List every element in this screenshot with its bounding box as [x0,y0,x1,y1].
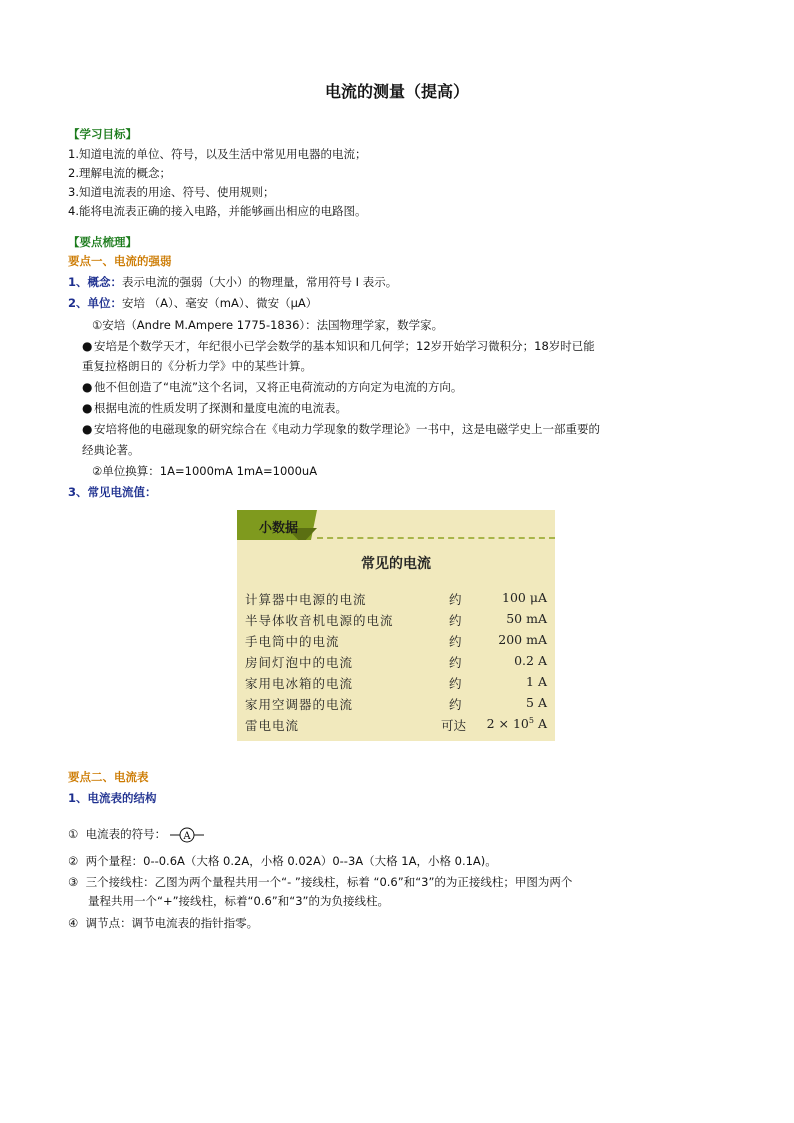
structure-continuation: 量程共用一个“+”接线柱，标着“0.6”和“3”的为负接线柱。 [88,894,389,908]
bullet-item: ● 他不但创造了“电流”这个名词，又将正电荷流动的方向定为电流的方向。 [82,377,462,397]
svg-text:A: A [183,830,191,842]
bullet-icon: ● [82,422,93,436]
ammeter-symbol-icon [170,825,210,845]
point1-title: 要点一、电流的强弱 [68,254,172,268]
goal-item: 4.能将电流表正确的接入电路，并能够画出相应的电路图。 [68,204,367,218]
concept-text: 表示电流的强弱（大小）的物理量，常用符号 I 表示。 [122,275,398,289]
bullet-icon: ● [82,339,93,353]
table-row: 雷电电流 可达 $2 \times 10^5$ A [245,716,547,733]
common-current-label: 3、常见电流值： [68,485,157,499]
bullet-icon: ● [82,380,93,394]
table-row: 家用电冰箱的电流 约 1 A [245,674,547,691]
table-heading: 常见的电流 [361,556,431,572]
unit-text: 安培 （A）、毫安（mA）、微安（μA） [122,296,318,310]
bullet-continuation: 重复拉格朗日的《分析力学》中的某些计算。 [82,359,312,373]
structure-item: ④ 调节点：调节电流表的指针指零。 [68,916,259,930]
bullet-item: ● 安培将他的电磁现象的研究综合在《电动力学现象的数学理论》一书中，这是电磁学史上一部重要的 [82,419,600,439]
page-title: 电流的测量（提高） [324,82,469,101]
structure-item: ② 两个量程：0--0.6A（大格 0.2A，小格 0.02A）0--3A（大格 1A，小格 0.1A)。 [68,854,497,868]
goal-item: 2.理解电流的概念； [68,166,171,180]
unit-conversion: ②单位换算：1A=1000mA 1mA=1000uA [92,464,318,478]
bullet-item: ● 安培是个数学天才，年纪很小已学会数学的基本知识和几何学；12岁开始学习微积分；18岁时已能 [82,336,595,356]
bullet-icon: ● [82,401,93,415]
table-row: 半导体收音机电源的电流 约 50 mA [245,611,547,628]
point2-title: 要点二、电流表 [68,770,149,784]
goals-heading: 【学习目标】 [68,127,137,141]
unit-line [68,293,317,313]
table-row: 房间灯泡中的电流 约 0.2 A [245,653,547,670]
table-row: 计算器中电源的电流 约 100 μA [245,590,547,607]
table-row: 家用空调器的电流 约 5 A [245,695,547,712]
structure-item: ① 电流表的符号： A [68,824,210,845]
bullet-continuation: 经典论著。 [82,443,140,457]
dashed-divider [317,537,555,539]
goal-item: 1.知道电流的单位、符号，以及生活中常见用电器的电流； [68,147,367,161]
unit-label: 2、单位： [68,296,123,310]
table-row: 手电筒中的电流 约 200 mA [245,632,547,649]
structure-item: ③ 三个接线柱：乙图为两个量程共用一个“- ”接线柱，标着 “0.6”和“3”的为正接线柱；甲图为两个 [68,875,573,889]
ammeter-structure: 1、电流表的结构 [68,791,157,805]
points-heading: 【要点梳理】 [68,235,137,249]
ampere-intro: ①安培（Andre M.Ampere 1775-1836）：法国物理学家，数学家。 [92,318,444,332]
concept-line [68,272,397,292]
common-current-table [237,510,555,741]
concept-label: 1、概念： [68,275,123,289]
bullet-item: ● 根据电流的性质发明了探测和量度电流的电流表。 [82,398,347,418]
goal-item: 3.知道电流表的用途、符号、使用规则； [68,185,275,199]
lightning-value: $2 \times 10^5$ A [486,716,547,732]
table-tab-label: 小数据 [259,521,299,536]
